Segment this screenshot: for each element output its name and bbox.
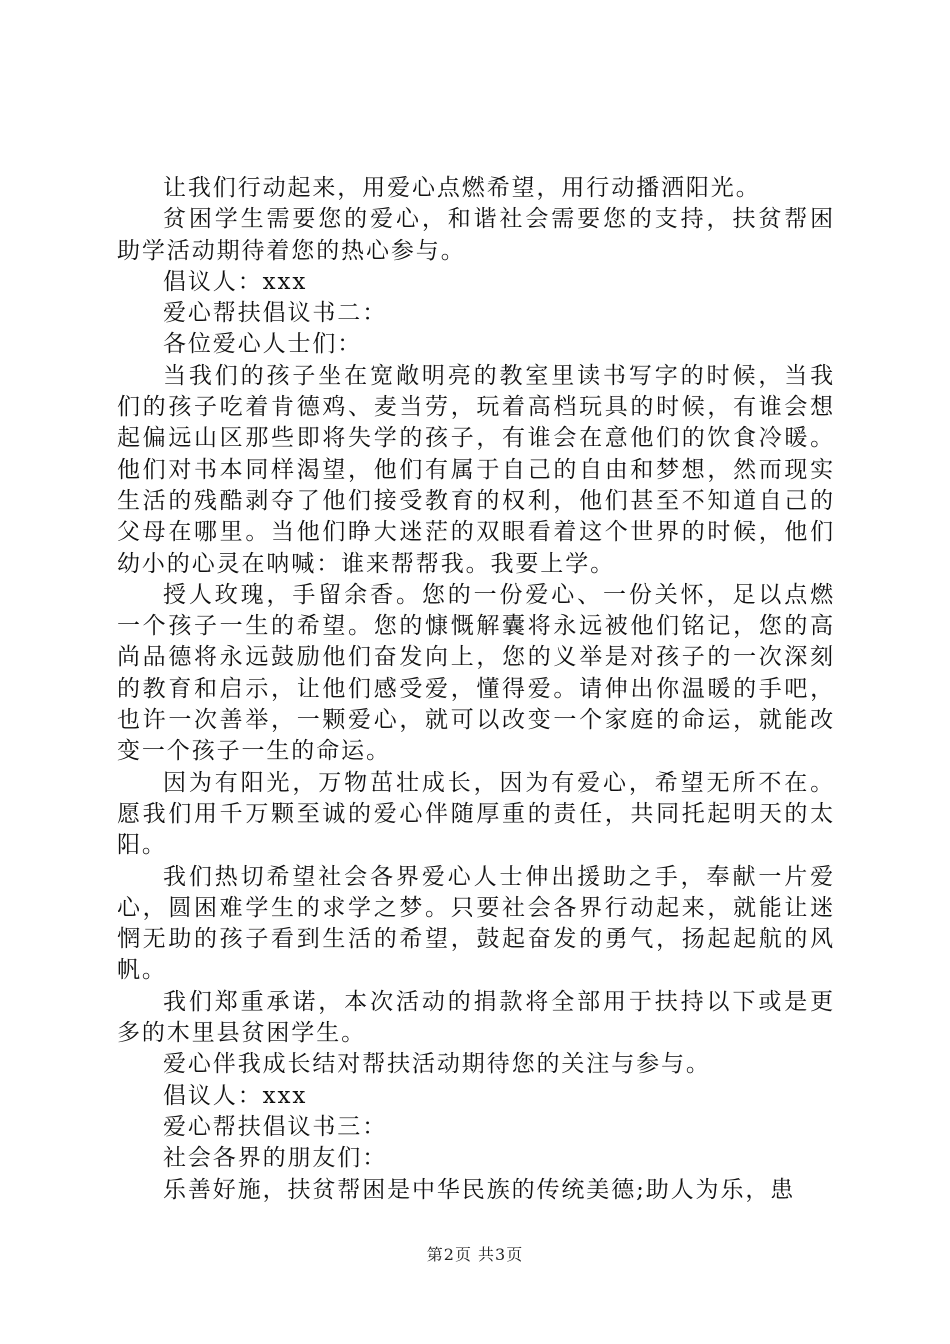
- salutation: 社会各界的朋友们：: [163, 1145, 388, 1172]
- paragraph: 因为有阳光，万物茁壮成长，因为有爱心，希望无所不在。愿我们用千万颗至诚的爱心伴随厚重的责任，共同托起明天的太阳。: [117, 769, 835, 859]
- salutation: 各位爱心人士们：: [163, 331, 363, 358]
- page-footer: 第2页 共3页: [426, 1245, 524, 1264]
- paragraph: 授人玫瑰，手留余香。您的一份爱心、一份关怀，足以点燃一个孩子一生的希望。您的慷慨解囊将永远被他们铭记，您的高尚品德将永远鼓励他们奋发向上，您的义举是对孩子的一次深刻的教育和启示，让他们感受爱，懂得爱。请伸出你温暖的手吧，也许一次善举，一颗爱心，就可以改变一个家庭的命运，就能改变一个孩子一生的命运。: [117, 581, 835, 765]
- paragraph: 乐善好施，扶贫帮困是中华民族的传统美德;助人为乐，患: [163, 1176, 796, 1203]
- paragraph: 我们热切希望社会各界爱心人士伸出援助之手，奉献一片爱心，圆困难学生的求学之梦。只要社会各界行动起来，就能让迷惘无助的孩子看到生活的希望，鼓起奋发的勇气，扬起起航的风帆。: [117, 863, 835, 984]
- paragraph: 爱心伴我成长结对帮扶活动期待您的关注与参与。: [163, 1051, 711, 1078]
- document-body: [117, 173, 835, 1206]
- paragraph: 倡议人：xxx: [163, 1082, 308, 1109]
- paragraph: 倡议人：xxx: [163, 268, 308, 295]
- section-heading: 爱心帮扶倡议书二：: [163, 300, 388, 327]
- paragraph: 当我们的孩子坐在宽敞明亮的教室里读书写字的时候，当我们的孩子吃着肯德鸡、麦当劳，玩着高档玩具的时候，有谁会想起偏远山区那些即将失学的孩子，有谁会在意他们的饮食冷暖。他们对书本同样渴望，他们有属于自己的自由和梦想，然而现实生活的残酷剥夺了他们接受教育的权利，他们甚至不知道自己的父母在哪里。当他们睁大迷茫的双眼看着这个世界的时候，他们幼小的心灵在呐喊：谁来帮帮我。我要上学。: [117, 362, 835, 577]
- section-heading: 爱心帮扶倡议书三：: [163, 1113, 388, 1140]
- paragraph: 贫困学生需要您的爱心，和谐社会需要您的支持，扶贫帮困助学活动期待着您的热心参与。: [117, 206, 835, 264]
- paragraph: 让我们行动起来，用爱心点燃希望，用行动播洒阳光。: [163, 175, 761, 201]
- paragraph: 我们郑重承诺，本次活动的捐款将全部用于扶持以下或是更多的木里县贫困学生。: [117, 988, 835, 1047]
